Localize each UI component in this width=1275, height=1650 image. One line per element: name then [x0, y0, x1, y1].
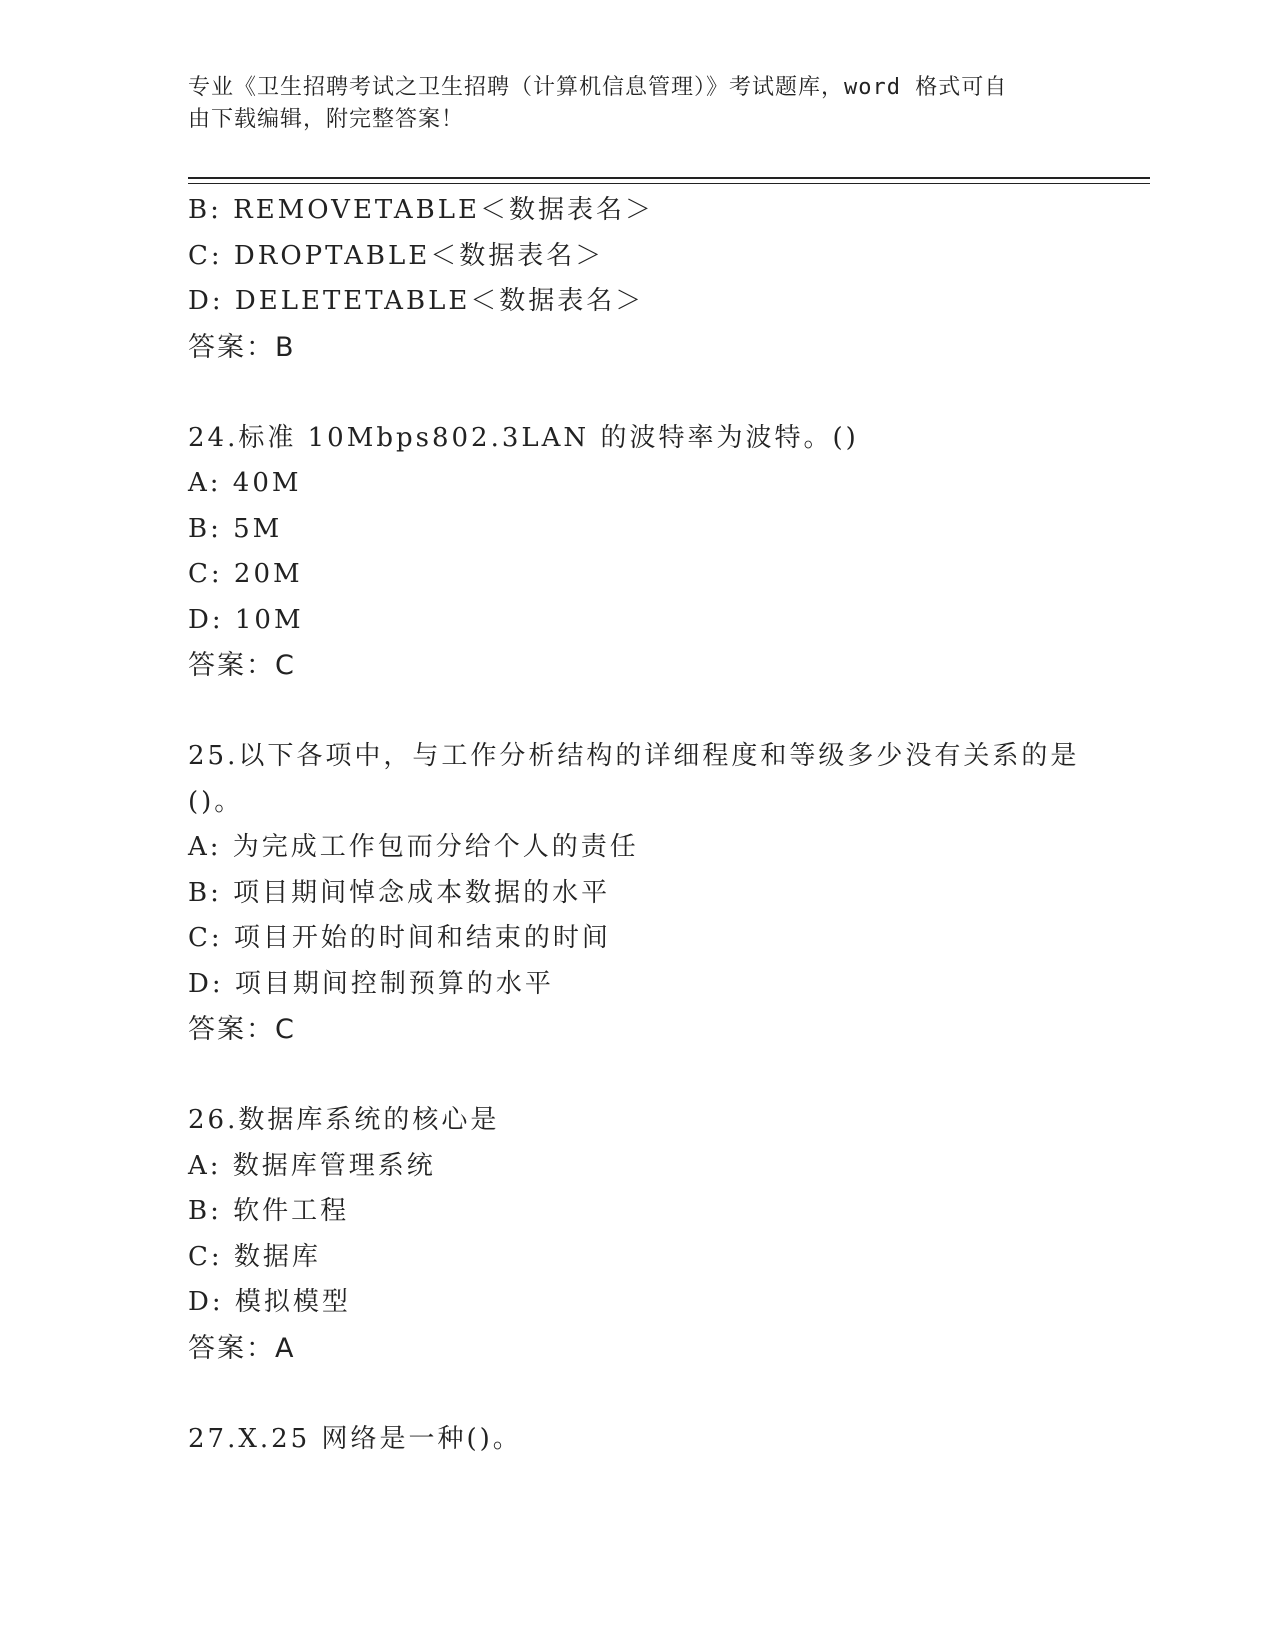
question-text: 26.数据库系统的核心是 — [188, 1105, 500, 1135]
option-line: A: 数据库管理系统 — [188, 1150, 436, 1181]
option-line: D: DELETETABLE＜数据表名＞ — [188, 286, 645, 316]
question-text: 24.标准 10Mbps802.3LAN 的波特率为波特。() — [188, 422, 859, 453]
answer-line: 答案：C — [188, 650, 296, 681]
option-line: A: 为完成工作包而分给个人的责任 — [188, 832, 639, 862]
header-line-2: 由下载编辑，附完整答案！ — [188, 107, 465, 132]
header-divider-thick — [188, 177, 1150, 179]
header-line-1: 专业《卫生招聘考试之卫生招聘（计算机信息管理）》考试题库，word 格式可自 — [188, 75, 1008, 100]
option-line: C: 数据库 — [188, 1241, 321, 1272]
blank-line — [188, 1053, 1088, 1099]
option-line: C: DROPTABLE＜数据表名＞ — [188, 240, 605, 271]
option-line: C: 20M — [188, 559, 303, 589]
question-text: ()。 — [188, 786, 244, 817]
answer-line: 答案：C — [188, 1014, 296, 1045]
option-line: B: REMOVETABLE＜数据表名＞ — [188, 195, 654, 225]
option-line: B: 5M — [188, 513, 283, 544]
document-header — [188, 72, 1068, 136]
question-text: 27.X.25 网络是一种()。 — [188, 1423, 522, 1454]
option-line: D: 模拟模型 — [188, 1287, 351, 1317]
answer-line: 答案：B — [188, 331, 296, 363]
option-line: A: 40M — [188, 468, 302, 498]
option-line: B: 项目期间悼念成本数据的水平 — [188, 877, 611, 908]
header-divider-thin — [188, 183, 1150, 184]
option-line: B: 软件工程 — [188, 1196, 350, 1226]
option-line: D: 项目期间控制预算的水平 — [188, 968, 554, 999]
option-line: C: 项目开始的时间和结束的时间 — [188, 923, 611, 953]
question-text: 25.以下各项中，与工作分析结构的详细程度和等级多少没有关系的是 — [188, 741, 1080, 771]
answer-line: 答案：A — [188, 1332, 296, 1364]
blank-line — [188, 689, 1088, 735]
blank-line — [188, 1371, 1088, 1417]
option-line: D: 10M — [188, 604, 304, 635]
blank-line — [188, 370, 1088, 416]
question-list — [188, 188, 1088, 1462]
